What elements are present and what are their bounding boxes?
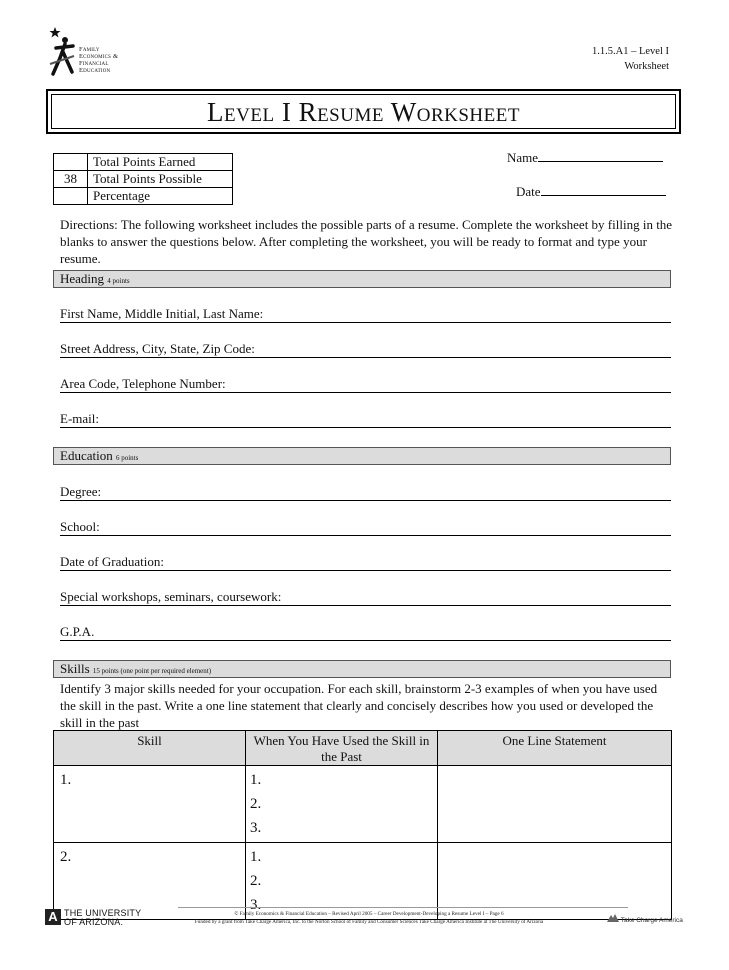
skills-section-header xyxy=(53,660,671,678)
workshops-field[interactable]: Special workshops, seminars, coursework: xyxy=(60,589,671,606)
skill-cell[interactable]: 1. xyxy=(54,766,246,843)
mountain-icon xyxy=(607,913,619,922)
skills-instructions: Identify 3 major skills needed for your occupation. For each skill, brainstorm 2-3 examples of when you have used the skill in the past. Write a one line statement that clearly and concisely describes how you used or developed the skill in the past xyxy=(60,681,658,730)
points-table xyxy=(53,153,233,205)
points-label: Percentage xyxy=(88,188,233,205)
logo-text xyxy=(79,46,118,74)
column-header-skill: Skill xyxy=(54,731,246,766)
use-item: 3. xyxy=(250,820,262,836)
points-label: Total Points Earned xyxy=(88,154,233,171)
section-title: Heading xyxy=(60,271,105,286)
points-row xyxy=(54,154,233,171)
skills-table xyxy=(53,730,672,920)
name-blank[interactable] xyxy=(538,149,663,162)
phone-field[interactable]: Area Code, Telephone Number: xyxy=(60,376,671,393)
skills-header-row xyxy=(54,731,672,766)
logo-line: Education xyxy=(79,67,111,74)
ua-a-icon: A xyxy=(45,909,61,925)
name-field[interactable] xyxy=(507,149,663,166)
skill-cell[interactable]: 2. xyxy=(54,843,246,920)
table-row xyxy=(54,766,672,843)
university-logo xyxy=(45,909,141,927)
use-item: 2. xyxy=(250,796,262,812)
degree-field[interactable]: Degree: xyxy=(60,484,671,501)
partner-name: Take Charge America xyxy=(620,917,683,924)
date-field[interactable] xyxy=(516,183,666,200)
full-name-field[interactable]: First Name, Middle Initial, Last Name: xyxy=(60,306,671,323)
uses-cell[interactable] xyxy=(246,766,438,843)
address-field[interactable]: Street Address, City, State, Zip Code: xyxy=(60,341,671,358)
footer-copyright: © Family Economics & Financial Education – Revised April 2005 – Career Development-Developing a Resume Level I – Page 6 xyxy=(234,911,504,917)
logo-line: Family xyxy=(79,46,100,53)
section-title: Skills xyxy=(60,661,90,676)
use-item: 3. xyxy=(250,897,262,913)
document-code xyxy=(592,44,669,74)
points-row xyxy=(54,188,233,205)
university-line: OF ARIZONA. xyxy=(64,917,124,927)
date-label: Date xyxy=(516,184,541,199)
heading-section-header xyxy=(53,270,671,288)
points-value[interactable] xyxy=(54,188,88,205)
figure-head-icon xyxy=(62,37,68,43)
gpa-field[interactable]: G.P.A. xyxy=(60,624,671,641)
logo-line: Economics & xyxy=(79,53,119,60)
section-title: Education xyxy=(60,448,113,463)
education-section-header xyxy=(53,447,671,465)
points-label: Total Points Possible xyxy=(88,171,233,188)
date-blank[interactable] xyxy=(541,183,666,196)
footer-text xyxy=(130,910,608,926)
graduation-date-field[interactable]: Date of Graduation: xyxy=(60,554,671,571)
school-field[interactable]: School: xyxy=(60,519,671,536)
page-title: Level I Resume Worksheet xyxy=(207,97,520,127)
star-icon xyxy=(50,27,61,38)
section-points: 4 points xyxy=(107,277,130,285)
column-header-statement: One Line Statement xyxy=(438,731,672,766)
directions-text: Directions: The following worksheet includes the possible parts of a resume. Complete the worksheet by filling in the blanks to answer the questions below. After completing the worksheet, you will be ready to format and type your resume. xyxy=(60,217,673,266)
logo-line: Financial xyxy=(79,60,109,67)
use-item: 2. xyxy=(250,873,262,889)
section-points: 15 points (one point per required element) xyxy=(92,667,212,675)
doc-code-line: 1.1.5.A1 – Level I xyxy=(592,46,669,57)
name-label: Name xyxy=(507,150,539,165)
footer-funding: Funded by a grant from Take Charge America, Inc. to the Norton School of Family and Consumer Sciences Take Charge America Institute at The University of Arizona xyxy=(194,919,544,925)
title-box xyxy=(46,89,681,134)
statement-cell[interactable] xyxy=(438,766,672,843)
column-header-uses: When You Have Used the Skill in the Past xyxy=(246,731,438,766)
footer-divider xyxy=(178,907,628,908)
email-field[interactable]: E-mail: xyxy=(60,411,671,428)
points-value[interactable] xyxy=(54,154,88,171)
use-item: 1. xyxy=(250,772,262,788)
use-item: 1. xyxy=(250,849,262,865)
doc-type-line: Worksheet xyxy=(624,61,669,72)
partner-logo xyxy=(607,913,683,924)
section-points: 6 points xyxy=(115,454,139,462)
points-value: 38 xyxy=(54,171,88,188)
points-row xyxy=(54,171,233,188)
university-line: THE UNIVERSITY xyxy=(64,908,142,918)
